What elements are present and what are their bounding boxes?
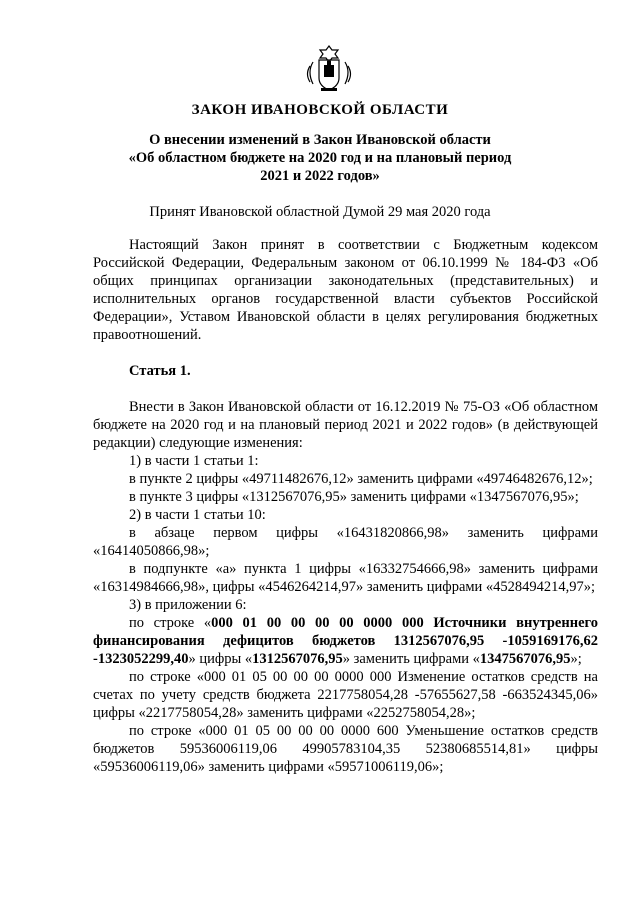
amendment-item: 3) в приложении 6:: [129, 597, 247, 613]
subtitle-line: «Об областном бюджете на 2020 год и на плановый период: [128, 150, 512, 166]
amendment-subitem: по строке «000 01 05 00 00 00 0000 000 Изменение остатков средств на счетах по учету средств бюджета 2217758054,28 -57655627,58 -663524345,06» цифры «2217758054,28» заменить цифрами «2252758054,28»;: [93, 669, 598, 721]
bold-text-run: 000 01 00 00 00 00 0000 000 Источники внутреннего финансирования дефицитов бюджетов 1312567076,95 -1059169176,62 -1323052299,40: [93, 615, 598, 667]
adoption-line: Принят Ивановской областной Думой 29 мая 2020 года: [149, 204, 491, 220]
amendment-item: 2) в части 1 статьи 10:: [129, 507, 266, 523]
law-title: ЗАКОН ИВАНОВСКОЙ ОБЛАСТИ: [191, 102, 449, 118]
preamble-paragraph: Настоящий Закон принят в соответствии с Бюджетным кодексом Российской Федерации, Федеральным законом от 06.10.1999 № 184-ФЗ «Об общих принципах организации законодательных (представительных) и исполнительных органов государственной власти субъектов Российской Федерации», Уставом Ивановской области в целях регулирования бюджетных правоотношений.: [93, 237, 598, 343]
amendment-subitem: в абзаце первом цифры «16431820866,98» заменить цифрами «16414050866,98»;: [93, 525, 598, 559]
text-run: » цифры «: [188, 651, 253, 667]
article-heading: Статья 1.: [129, 363, 191, 379]
text-run: »;: [570, 651, 582, 667]
bold-text-run: 1347567076,95: [479, 651, 571, 667]
amendment-subitem: в пункте 2 цифры «49711482676,12» заменить цифрами «49746482676,12»;: [129, 471, 593, 487]
text-run: по строке «: [129, 615, 212, 631]
law-subtitle: [0, 131, 640, 185]
coat-of-arms-emblem: [301, 40, 357, 96]
law-body: [93, 236, 598, 776]
amendment-subitem: [93, 614, 598, 668]
amendment-subitem: по строке «000 01 05 00 00 00 0000 600 Уменьшение остатков средств бюджетов 59536006119,06 49905783104,35 52380685514,81» цифры «59536006119,06» заменить цифрами «59571006119,06»;: [93, 723, 598, 775]
amendment-item: 1) в части 1 статьи 1:: [129, 453, 259, 469]
subtitle-line: 2021 и 2022 годов»: [260, 168, 380, 184]
article-intro: Внести в Закон Ивановской области от 16.12.2019 № 75-ОЗ «Об областном бюджете на 2020 год и на плановый период 2021 и 2022 годов» (в действующей редакции) следующие изменения:: [93, 399, 598, 451]
amendment-subitem: в пункте 3 цифры «1312567076,95» заменить цифрами «1347567076,95»;: [129, 489, 579, 505]
subtitle-line: О внесении изменений в Закон Ивановской области: [149, 132, 491, 148]
amendment-subitem: в подпункте «а» пункта 1 цифры «16332754666,98» заменить цифрами «16314984666,98», цифры «4546264214,97» заменить цифрами «4528494214,97»;: [93, 561, 598, 595]
bold-text-run: 1312567076,95: [252, 651, 343, 667]
text-run: » заменить цифрами «: [342, 651, 480, 667]
